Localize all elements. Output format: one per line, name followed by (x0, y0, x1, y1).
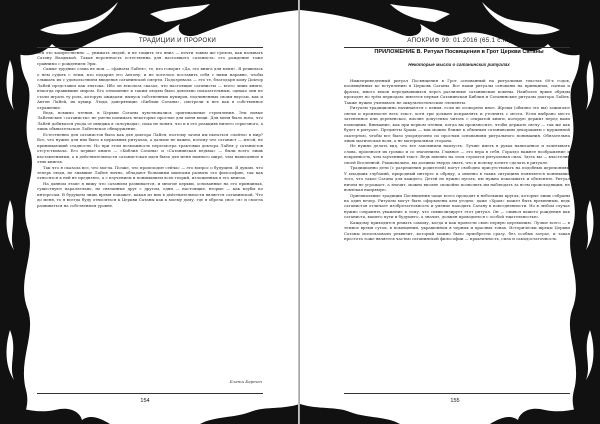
appendix-title: ПРИЛОЖЕНИЕ В. Ритуал Посвящения в Грот Церкви Сатаны (374, 49, 544, 55)
paragraph: Ритуалы традиционно начинаются с пения, если не оговорено иное. Жрецы (обычно это вы) зажигают свечи и произносят весь текст, хотя три должен исправлять и уточнять с места. Если выбрано место затененное или деревенское, вполне допустимо читать с открытой книги, которую держит перед вами помощник. Внимание, как при первом чтении, когда вы произносите, чтобы держать свечу — так же как будет в ритуале. Предметы Храма — как можно ближе к обычным сатанинским декорациям с кружевной скатертью, чтобы все было упорядочено по простым основаниям ритуального понимания. Обязательна лишь магическая воля, а не материальная сторона. (344, 105, 570, 143)
tribal-ornament-bottom-left-icon (0, 384, 300, 424)
footer-rule (344, 393, 570, 394)
right-body-text (344, 78, 570, 242)
paragraph: Нижеприведенный ритуал Посвящения в Грот основанный на ритуальных текстах 60-х годов, посвящённых ко вступлению в Церковь Сатаны. Все наши ритуалы основаны на принципах, сценах и фразах, много веков передававшихся через различные сатанинские ковены. Наиболее яркие обряды проходят по трём периодам: имеется первая Сатанинская Библия и Сатанинские ритуалы доктора ЛаВея. Также нужно учитывать не оккультистические элементы. (344, 78, 570, 105)
paragraph: Каждому приходится решать самому, когда и как провести свою первую церемонию. Лучше всего — в темное время суток, в помещении, украшенном в черных и красных тонах. Исторически жрецы Церкви Сатаны использовали реквизит, который можно было приобрести сразу, без особых затрат, и такая простота тоже является частью сатанинской философии — практичность, сила и самодостаточность. (344, 219, 570, 242)
appendix-subtitle: Некоторые мысли о сатанинских ритуалах (408, 62, 510, 67)
tribal-ornament-bottom-right-icon (300, 384, 600, 424)
left-body-text (37, 50, 263, 208)
footer-rule (37, 393, 263, 394)
author-signature: Бланш Бартон (229, 379, 262, 384)
paragraph: Самые трудные слова не мои — «фанаты ЛаВея», те, кто говорит «Да, это книга для меня». Я решилась о нем судить с теми, кто подарил его Антону, и не хотелось поставить себя с ними наравне, чтобы слышать их с удовольствием ввиденья сатанинской смерти. Подозревала — это те, благодаря кому Доктор ЛаВей представил как знатока. Ибо он вскользь сказал, что настоящие сатанисты — всего лишь книги, некогда правившие миром. Его отношение к таким людям было довольно показательным, однако они не стали играть ту роль, которую ожидали: выпуск собственных кумиров, подчиненных своим вкусам, как и Антон ЛаВей, их кумир. Люди, доверяющие «Библии Сатаны», смотрели в нее как в собственное отражение. (37, 66, 263, 110)
running-header: ТРАДИЦИИ И ПРОРОКИ (138, 37, 217, 44)
paragraph: Традиционно дети (с разрешения родителей) могут свободно присутствовать на подобных церемониях. У младших глубокий, природный интерес к обряду, а именно в таких ситуациях появляется понимание того, что такое Сатана для каждого. Детей не нужно пугать, им нужно показывать и объяснять. Ритуал ничем не угрожает, а значит, можно вполне спокойно позволить им наблюдать за всем происходящим, не вовлекая напрямую. (344, 165, 570, 193)
header-rule (344, 47, 570, 48)
paragraph: Оригинальные традиции Посвящения чаще всего проходят в небольших кругах, которые лишь собраны на один вечер. Ритуалы могут быть оформлены кем угодно: даже «Храм» может быть временным, ведь сатанистов отличает изобретательность и умение находить Сатану в повседневности. Но в любом случае нужно сохранять уважение к тому, что символизирует этот ритуал. Он — символ вашего рождения как сатаниста, вашего пути и будущего, а значит, должен проводиться с особой тщательностью. (344, 192, 570, 220)
paragraph: Так что я сказала все, что могла. Позже, что происходит сейчас — это вопрос о будущем. Я думаю, что теперь люди, не знавшие ЛаВея лично, обладают большими шансами развить его философию, так как относятся к ней не предвзято, а с изучением и пониманием всех теорий, изложенных в его книгах. (37, 164, 263, 181)
page-number: 155 (450, 398, 460, 404)
header-rule (37, 47, 263, 48)
running-header: АПОКРИФ 99: 01.2016 (65.1 с.п.) (407, 37, 511, 44)
paragraph: тей это кощунственно — унижать людей, и не тащить его вниз — почти таким же грехом, как называть Сатану Владыкой. Такая вероятность естественна для настоящего сатаниста: его рождение тоже сравнимо с рождением Эры. (37, 50, 263, 66)
paragraph: Естественно для сатанистов было как для доктора ЛаВея, поэтому зачем им пытаться «пойти» в мир? Все, что нужно для них было в церковных ритуалах, а дальше не важно, потому что сатанист — изгой, не принимающий стадности. Но при этом возможность пересмотра трактовки доктора ЛаВея у сатанистов отсутствовала. Его первые книги — «Библия Сатаны» и «Сатанинская ведьма» — были всего лишь наставлениями, а в действительности сатанистская идея была для меня намного шире, чем написанное в этих книгах. (37, 131, 263, 165)
tribal-ornament-left-edge-icon (0, 0, 40, 424)
page-number: 154 (140, 398, 150, 404)
paragraph: Ведь, помимо чтения, в Церкви Сатаны чувствовались оригинальные стремления. Эти новые ЛаВеевские «сатанисты» не умели понимать некоторые простые для меня вещи. Для меня было ясно, что ЛаВей добивался ухода от имиджа в «клоунады», пока не понял, что и в его реакциях ничего серьезного, а лишь обывательское ЛаВеевское обнаружение. (37, 109, 263, 132)
right-page (300, 0, 600, 424)
paragraph: На данном этапе я вижу что сатанизм развивается, и многие церкви, основанные на его принципах, существуют параллельно, не связанные друг с другом, одни — настоящие, вторые — как клубы по интересам. В будущем лишь время покажет, какая из них в действительности является сатанинской. Что до меня, то я всегда буду относиться к Церкви Сатаны как к моему дому, где я обрела свое «я» и смогла развиваться на собственном уровне. (37, 180, 263, 208)
paragraph: Не нужно делать вид, что все запомнили наизусть. Лучше иметь в руках написанное и зачитывать слова, произнося их громко и со значением. Главное — это вера в себя. Гораздо важнее воображение и искренность, чем заученный текст. Ведь именно на этом строится ритуальная сила. Здесь вы — властелин своей Вселенной. Рационально, вы должны твердо знать, что и почему хотите сделать в ритуале. (344, 143, 570, 165)
